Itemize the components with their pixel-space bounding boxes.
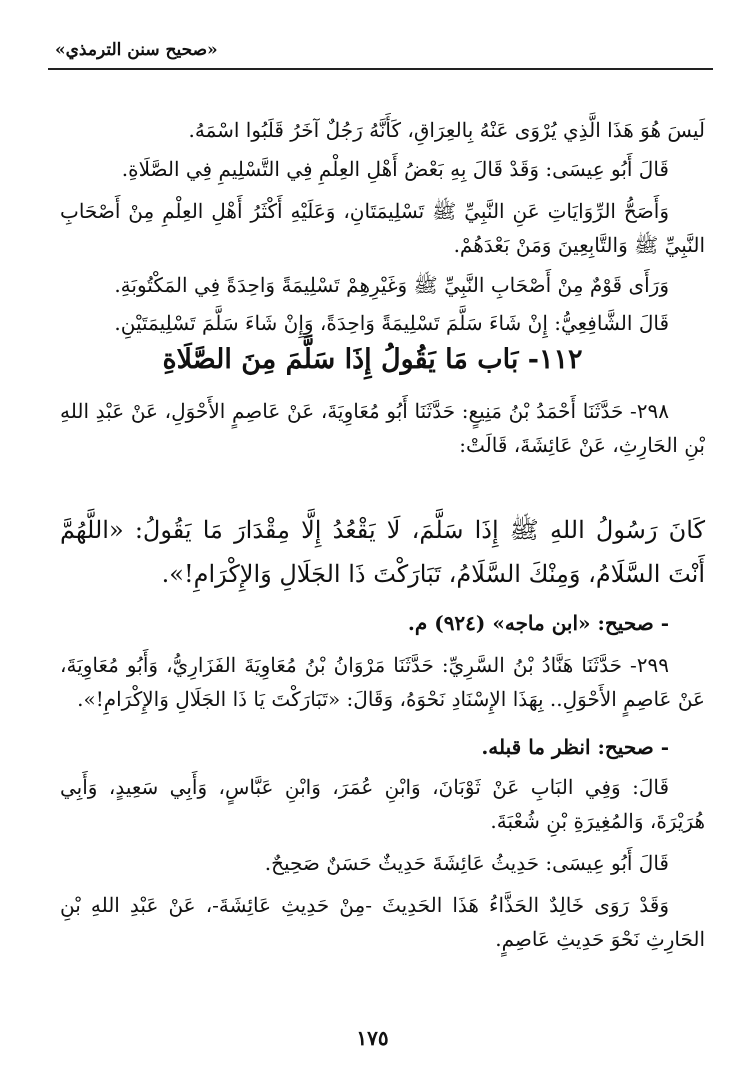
paragraph-2: قَالَ أَبُو عِيسَى: وَقَدْ قَالَ بِهِ بَعْضُ أَهْلِ العِلْمِ فِي التَّسْلِيمِ فِي الصَّلَاةِ. <box>121 157 669 181</box>
hadith-299-grade: - صحيح: انظر ما قبله. <box>481 735 669 759</box>
closing-paragraph-1: قَالَ: وَفِي البَابِ عَنْ ثَوْبَانَ، وَابْنِ عُمَرَ، وَابْنِ عَبَّاسٍ، وَأَبِي سَعِيدٍ، وَأَبِي هُرَيْرَةَ، وَالمُغِيرَةِ بْنِ شُعْبَةَ. <box>60 775 705 833</box>
hadith-298-isnad: ٢٩٨- حَدَّثَنَا أَحْمَدُ بْنُ مَنِيعٍ: حَدَّثَنَا أَبُو مُعَاوِيَةَ، عَنْ عَاصِمٍ الأَحْوَلِ، عَنْ عَبْدِ اللهِ بْنِ الحَارِثِ، عَنْ عَائِشَةَ، قَالَتْ: <box>60 399 705 457</box>
closing-paragraph-3: وَقَدْ رَوَى خَالِدٌ الحَذَّاءُ هَذَا الحَدِيثَ -مِنْ حَدِيثِ عَائِشَةَ-، عَنْ عَبْدِ اللهِ بْنِ الحَارِثِ نَحْوَ حَدِيثِ عَاصِمٍ. <box>60 893 705 951</box>
page-number: ١٧٥ <box>356 1026 389 1050</box>
header-divider <box>48 68 713 70</box>
closing-paragraph-2: قَالَ أَبُو عِيسَى: حَدِيثُ عَائِشَةَ حَدِيثٌ حَسَنٌ صَحِيحٌ. <box>264 851 669 875</box>
paragraph-3: وَأَصَحُّ الرِّوَايَاتِ عَنِ النَّبِيِّ ﷺ تَسْلِيمَتَانِ، وَعَلَيْهِ أَكْثَرُ أَهْلِ العِلْمِ مِنْ أَصْحَابِ النَّبِيِّ ﷺ وَالتَّابِعِينَ وَمَنْ بَعْدَهُمْ. <box>60 199 705 257</box>
hadith-299-isnad: ٢٩٩- حَدَّثَنَا هَنَّادُ بْنُ السَّرِيِّ: حَدَّثَنَا مَرْوَانُ بْنُ مُعَاوِيَةَ الفَزَارِيُّ، وَأَبُو مُعَاوِيَةَ، عَنْ عَاصِمٍ الأَحْوَلِ.. بِهَذَا الإِسْنَادِ نَحْوَهُ، وَقَالَ: «تَبَارَكْتَ يَا ذَا الجَلَالِ وَالإِكْرَامِ!». <box>60 653 705 711</box>
paragraph-4: وَرَأَى قَوْمٌ مِنْ أَصْحَابِ النَّبِيِّ ﷺ وَغَيْرِهِمْ تَسْلِيمَةً وَاحِدَةً فِي المَكْتُوبَةِ. <box>114 273 669 297</box>
paragraph-5: قَالَ الشَّافِعِيُّ: إِنْ شَاءَ سَلَّمَ تَسْلِيمَةً وَاحِدَةً، وَإِنْ شَاءَ سَلَّمَ تَسْلِيمَتَيْنِ. <box>114 311 669 335</box>
hadith-298-grade: - صحيح: «ابن ماجه» (٩٢٤) م. <box>407 611 669 635</box>
running-header-title: «صحيح سنن الترمذي» <box>55 40 218 60</box>
paragraph-1: لَيسَ هُوَ هَذَا الَّذِي يُرْوَى عَنْهُ بِالعِرَاقِ، كَأَنَّهُ رَجُلٌ آخَرُ قَلَبُوا اسْمَهُ. <box>188 118 705 142</box>
hadith-298-matn: كَانَ رَسُولُ اللهِ ﷺ إِذَا سَلَّمَ، لَا يَقْعُدُ إِلَّا مِقْدَارَ مَا يَقُولُ: «اللَّهُمَّ أَنْتَ السَّلَامُ، وَمِنْكَ السَّلَامُ، تَبَارَكْتَ ذَا الجَلَالِ وَالإِكْرَامِ!». <box>60 516 705 588</box>
chapter-heading: ١١٢- بَاب مَا يَقُولُ إِذَا سَلَّمَ مِنَ الصَّلَاةِ <box>162 344 583 375</box>
